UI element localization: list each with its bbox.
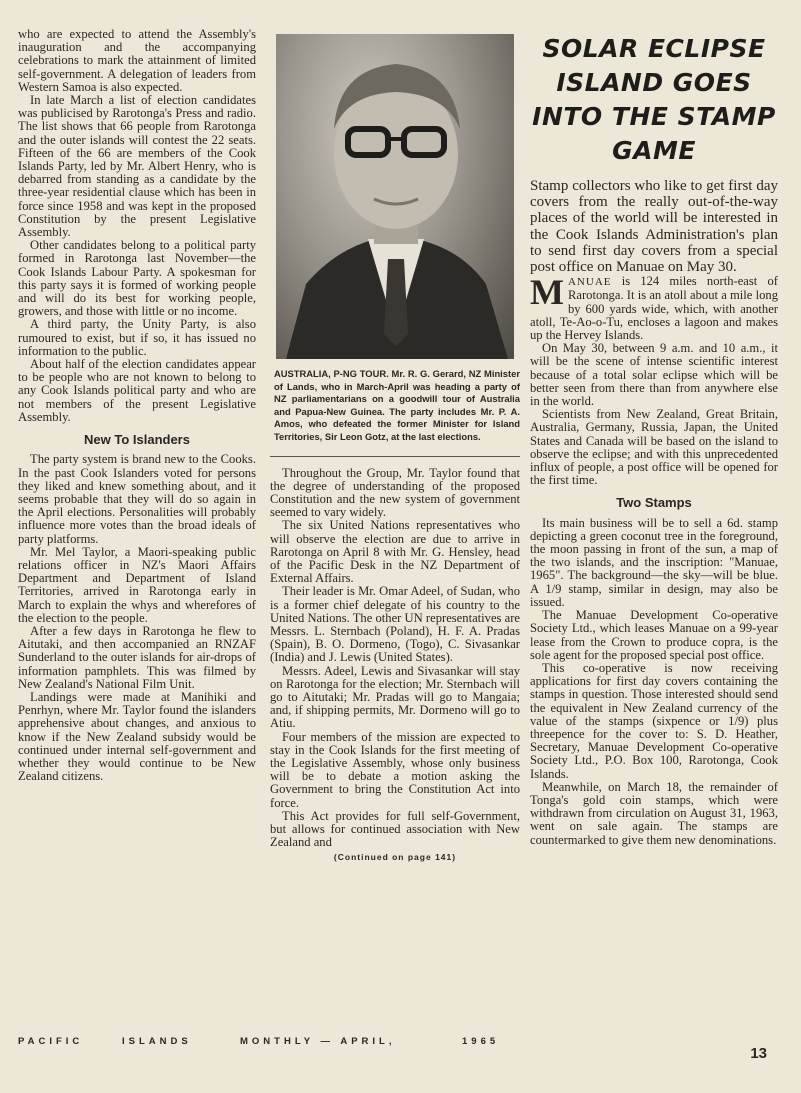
paragraph: Messrs. Adeel, Lewis and Sivasankar will stay on Rarotonga for the election; Mr. Sternbach will go to Aitutaki; Mr. Pradas will go to Mangaia; and, if shipping permits, Mr. Dormeno will go to Atiu. xyxy=(270,663,520,731)
article-headline: SOLAR ECLIPSE ISLAND GOES INTO THE STAMP GAME xyxy=(532,34,776,165)
paragraph: Landings were made at Manihiki and Penrhyn, where Mr. Taylor found the islanders apprehensive about changes, and anxious to know if the New Zealand subsidy would be continued under internal self-government and whether they would continue to be New Zealand citizens. xyxy=(18,689,256,784)
article-body xyxy=(270,467,520,865)
footer-word: PACIFIC xyxy=(18,1036,84,1047)
paragraph: A third party, the Unity Party, is also rumoured to exist, but if so, it has issued no information to the public. xyxy=(18,317,256,358)
paragraph: Four members of the mission are expected to stay in the Cook Islands for the first meeting of the Legislative Assembly, whose only business will be to debate a motion asking the Government to bring the Constitution Act into force. xyxy=(270,729,520,810)
paragraph-text: is 124 miles north-east of Rarotonga. It is an atoll about a mile long by 600 yards wide, which, with another atoll, Te-Ao-o-Tu, encloses a lagoon and makes up the Hervey Islands. xyxy=(530,274,778,343)
paragraph: Their leader is Mr. Omar Adeel, of Sudan, who is a former chief delegate of his country to the United Nations. The other UN representatives are Messrs. L. Sternbach (Poland), H. F. A. Pradas (Spain), B. O. Dormeno, (Togo), C. Sivasankar (India) and J. Lewis (United States). xyxy=(270,584,520,665)
column-middle xyxy=(270,28,520,865)
paragraph: The six United Nations representatives who will observe the election are due to arrive in Rarotonga on April 8 with Mr. G. Hensley, head of the Pacific Desk in the NZ Department of External Affairs. xyxy=(270,518,520,586)
paragraph: Scientists from New Zealand, Great Britain, Australia, Germany, Russia, Japan, the United States and Canada will be based on the island to observe the eclipse; and with this unprecedented influx of people, a post office will be opened for the first time. xyxy=(530,407,778,488)
column-right xyxy=(530,28,778,847)
column-left xyxy=(18,28,256,783)
paragraph: The party system is brand new to the Cooks. In the past Cook Islanders voted for persons they liked and knew something about, and it seems probable that they will do so again in the April elections. Personalities will probably influence more votes than the broad ideals of party platforms. xyxy=(18,452,256,546)
paragraph: Mr. Mel Taylor, a Maori-speaking public relations officer in NZ's Maori Affairs Department and Department of Island Territories, arrived in Rarotonga early in March to explain the whys and wherefores of the election to the people. xyxy=(18,544,256,625)
paragraph: On May 30, between 9 a.m. and 10 a.m., it will be the scene of intense scientific interest because of a total solar eclipse which will be better seen from there than from anywhere else in the world. xyxy=(530,341,778,409)
section-subhead: New To Islanders xyxy=(84,432,190,448)
footer-year: 1965 xyxy=(462,1036,500,1047)
small-caps-word: ANUAE xyxy=(567,276,612,289)
paragraph: Other candidates belong to a political party formed in Rarotonga last November—the Cook Islands Labour Party. A spokesman for this party says it is formed of working people and will do its best for working people, growers, and those with little or no income. xyxy=(18,238,256,319)
paragraph: who are expected to attend the Assembly's inauguration and the accompanying celebrations to mark the attainment of limited self-government. A delegation of leaders from Western Samoa is also expected. xyxy=(18,27,256,94)
lead-paragraph: Stamp collectors who like to get first day covers from the really out-of-the-way places of the world will be interested in the Cook Islands Administration's plan to send first day covers from a special post office on Manuae on May 30. xyxy=(530,178,778,276)
paragraph xyxy=(530,272,778,343)
portrait-photo-icon xyxy=(276,34,514,359)
paragraph: Throughout the Group, Mr. Taylor found that the degree of understanding of the proposed Constitution and the new system of government seemed to vary widely. xyxy=(270,465,520,520)
footer-word: ISLANDS xyxy=(122,1036,192,1047)
paragraph: The Manuae Development Co-operative Society Ltd., which leases Manuae on a 99-year lease from the Crown to produce copra, is the sole agent for the proposed special post office. xyxy=(530,608,778,662)
paragraph: Meanwhile, on March 18, the remainder of Tonga's gold coin stamps, which were withdrawn from circulation on August 31, 1963, went on sale again. The stamps are countermarked to give them new denominations. xyxy=(530,779,778,847)
drop-cap: M xyxy=(530,272,564,313)
paragraph: After a few days in Rarotonga he flew to Aitutaki, and then accompanied an RNZAF Sunderland to the outer islands for air-drops of information pamphlets. This was filmed by New Zealand's National Film Unit. xyxy=(18,623,256,691)
photo-caption: AUSTRALIA, P-NG TOUR. Mr. R. G. Gerard, NZ Minister of Lands, who in March-April was heading a party of NZ parliamentarians on a goodwill tour of Australia and Papua-New Guinea. The party includes Mr. P. A. Amos, who defeated the former Minister for Island Territories, Sir Leon Gotz, at the last elections. xyxy=(274,368,520,442)
portrait-photo xyxy=(276,34,514,359)
page-number: 13 xyxy=(750,1045,767,1062)
paragraph: Its main business will be to sell a 6d. stamp depicting a green coconut tree in the foreground, the moon passing in front of the sun, a map of the two islands, and the inscription: "Manuae, 1965". The background—the sky—will be blue. A 1/9 stamp, similar in design, may also be issued. xyxy=(530,515,778,609)
divider xyxy=(270,456,520,457)
section-subhead: Two Stamps xyxy=(616,495,692,511)
paragraph: About half of the election candidates appear to be people who are not known to belong to any Cook Islands political party and who are not members of the present Legislative Assembly. xyxy=(18,357,256,424)
footer-word: MONTHLY — APRIL, xyxy=(240,1036,396,1047)
continued-note: (Continued on page 141) xyxy=(333,852,457,863)
paragraph: This Act provides for full self-Government, but allows for continued association with New Zealand and xyxy=(270,808,520,850)
paragraph: In late March a list of election candidates was publicised by Rarotonga's Press and radio. The list shows that 66 people from Rarotonga and the outer islands will contest the 22 seats. Fifteen of the 66 are members of the Cook Islands Party, led by Mr. Albert Henry, who is debarred from standing as a candidate by the three-year residential clause which has been in force since 1958 and was kept in the proposed Constitution by the present Legislative Assembly. xyxy=(18,93,256,240)
paragraph: This co-operative is now receiving applications for first day covers containing the stamps in question. Those interested should send the equivalent in New Zealand currency of the value of the stamps (sixpence or 1/9) plus threepence for the cover to: S. D. Heather, Secretary, Manuae Development Co-operative Society Ltd., P.O. Box 100, Rarotonga, Cook Islands. xyxy=(530,660,778,781)
